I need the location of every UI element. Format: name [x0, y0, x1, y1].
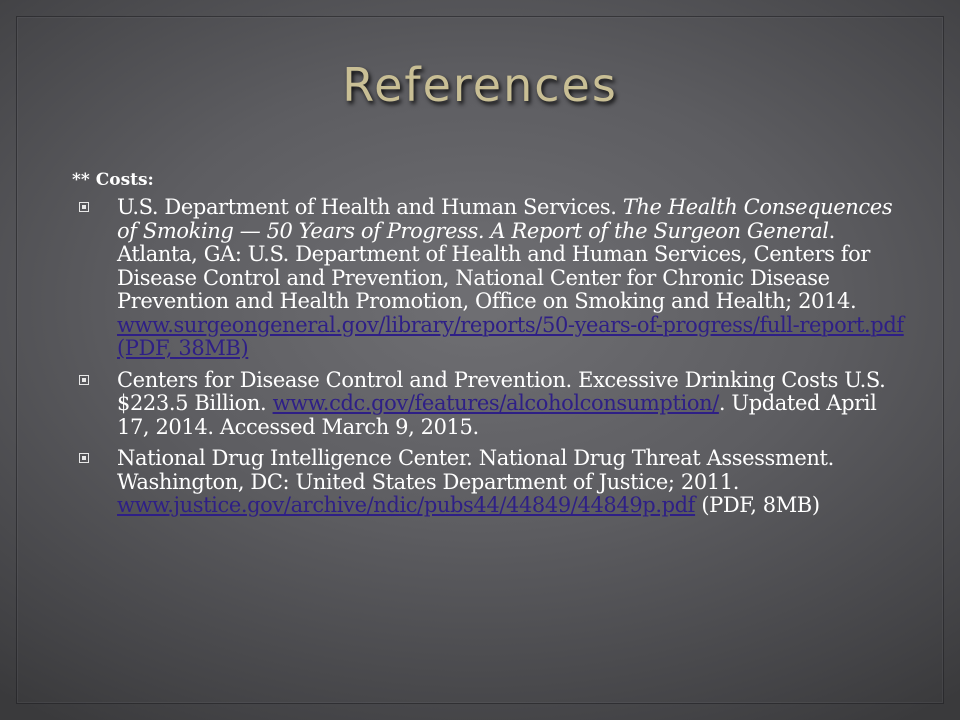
square-bullet-icon	[79, 202, 89, 212]
reference-item-3	[72, 447, 912, 518]
reference-text: U.S. Department of Health and Human Services.	[117, 195, 623, 219]
reference-title: The Health Consequences of Smoking — 50 Years of Progress. A Report of the Surgeon General	[117, 195, 893, 243]
reference-text: Centers for Disease Control and Prevention. Excessive Drinking Costs U.S. $223.5 Billion.	[117, 367, 886, 415]
reference-item-2	[72, 369, 912, 440]
reference-list	[72, 196, 912, 518]
reference-text: . Atlanta, GA: U.S. Department of Health and Human Services, Centers for Disease Control and Prevention, National Center for Chronic Disease Prevention and Health Promotion, Office on Smoking and Health; 2014.	[117, 218, 871, 313]
reference-text: . Updated April 17, 2014. Accessed March 9, 2015.	[117, 391, 877, 439]
square-bullet-icon	[79, 453, 89, 463]
reference-text: (PDF, 8MB)	[695, 493, 820, 517]
slide-content	[72, 170, 912, 526]
reference-link[interactable]: www.cdc.gov/features/alcoholconsumption/	[272, 391, 719, 415]
reference-text: National Drug Intelligence Center. National Drug Threat Assessment. Washington, DC: United States Department of Justice; 2011.	[117, 446, 834, 494]
section-heading: ** Costs:	[72, 170, 154, 190]
reference-link[interactable]: www.justice.gov/archive/ndic/pubs44/44849/44849p.pdf	[117, 493, 696, 517]
slide-title: References	[342, 58, 618, 112]
square-bullet-icon	[79, 375, 89, 385]
reference-item-1	[72, 196, 912, 361]
reference-link[interactable]: www.surgeongeneral.gov/library/reports/50-years-of-progress/full-report.pdf (PDF, 38MB)	[117, 312, 904, 360]
